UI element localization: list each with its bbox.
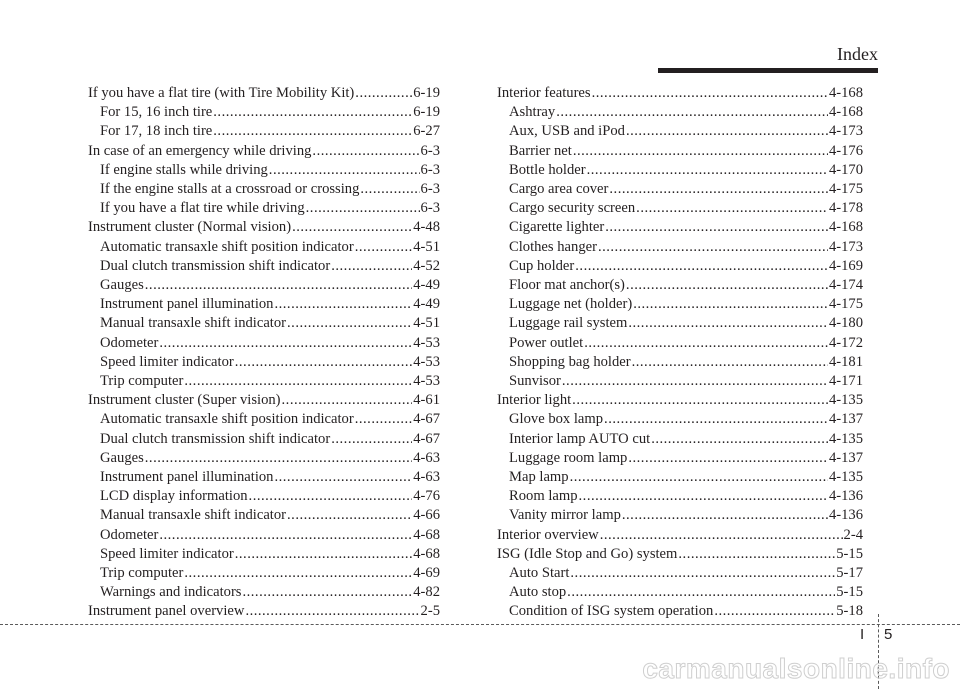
index-column-right — [497, 84, 863, 622]
dot-leader — [598, 238, 828, 257]
entry-text: Luggage net (holder) — [509, 296, 633, 313]
index-subentry — [88, 122, 440, 141]
entry-text: Trip computer — [100, 373, 184, 390]
entry-text: In case of an emergency while driving — [88, 142, 312, 159]
entry-text: Luggage rail system — [509, 315, 628, 332]
entry-page-ref: 4-135 — [828, 392, 863, 409]
dot-leader — [575, 257, 828, 276]
dot-leader — [592, 84, 828, 103]
entry-text: If you have a flat tire while driving — [100, 200, 305, 217]
index-subentry — [88, 545, 440, 564]
entry-text: Cup holder — [509, 257, 575, 274]
entry-page-ref: 4-170 — [828, 161, 863, 178]
entry-page-ref: 4-135 — [828, 469, 863, 486]
entry-text: LCD display information — [100, 488, 248, 505]
entry-text: Sunvisor — [509, 373, 561, 390]
entry-text: Power outlet — [509, 334, 584, 351]
entry-page-ref: 4-173 — [828, 123, 863, 140]
entry-text: Instrument cluster (Normal vision) — [88, 219, 292, 236]
entry-text: Interior features — [497, 85, 591, 101]
entry-text: Instrument panel illumination — [100, 296, 274, 313]
index-subentry — [497, 218, 863, 237]
entry-text: Room lamp — [509, 488, 578, 505]
dot-leader — [633, 295, 828, 314]
entry-page-ref: 4-181 — [828, 353, 863, 370]
dot-leader — [287, 314, 412, 333]
dot-leader — [235, 545, 412, 564]
entry-text: Cigarette lighter — [509, 219, 605, 236]
entry-text: Gauges — [100, 449, 144, 466]
dot-leader — [604, 410, 828, 429]
dot-leader — [355, 238, 413, 257]
dot-leader — [274, 468, 412, 487]
index-subentry — [88, 295, 440, 314]
entry-text: Speed limiter indicator — [100, 545, 234, 562]
entry-text: ISG (Idle Stop and Go) system — [497, 545, 678, 562]
watermark: carmanualsonline.info — [642, 653, 950, 684]
entry-page-ref: 4-180 — [828, 315, 863, 332]
entry-text: Aux, USB and iPod — [509, 123, 625, 140]
header-rule — [658, 68, 878, 73]
index-subentry — [88, 180, 440, 199]
entry-page-ref: 4-168 — [828, 219, 863, 236]
dot-leader — [184, 372, 412, 391]
entry-text: Clothes hanger — [509, 238, 597, 255]
entry-text: Speed limiter indicator — [100, 353, 234, 370]
entry-page-ref: 6-27 — [413, 123, 440, 140]
entry-page-ref: 5-18 — [836, 603, 863, 620]
entry-page-ref: 4-136 — [828, 488, 863, 505]
dot-leader — [306, 199, 420, 218]
dot-leader — [678, 545, 835, 564]
footer-dashed-rule — [0, 624, 960, 625]
index-subentry — [497, 142, 863, 161]
dot-leader — [145, 276, 412, 295]
entry-page-ref: 6-19 — [413, 85, 440, 101]
index-subentry — [88, 372, 440, 391]
index-subentry — [497, 314, 863, 333]
dot-leader — [605, 218, 828, 237]
index-subentry — [88, 468, 440, 487]
dot-leader — [609, 180, 828, 199]
entry-page-ref: 4-53 — [413, 334, 440, 351]
entry-text: Shopping bag holder — [509, 353, 631, 370]
index-subentry — [497, 199, 863, 218]
dot-leader — [567, 583, 835, 602]
entry-text: Vanity mirror lamp — [509, 507, 621, 524]
entry-text: Cargo security screen — [509, 200, 636, 217]
index-subentry — [497, 334, 863, 353]
dot-leader — [584, 334, 828, 353]
entry-page-ref: 4-63 — [413, 449, 440, 466]
index-entry — [88, 602, 440, 621]
index-subentry — [497, 103, 863, 122]
index-entry — [497, 526, 863, 545]
index-subentry — [497, 353, 863, 372]
entry-text: Warnings and indicators — [100, 584, 242, 601]
entry-text: Floor mat anchor(s) — [509, 277, 625, 294]
index-subentry — [88, 487, 440, 506]
entry-text: Automatic transaxle shift position indicator — [100, 411, 354, 428]
section-letter: I — [860, 626, 865, 643]
entry-text: If engine stalls while driving — [100, 161, 268, 178]
dot-leader — [570, 564, 835, 583]
entry-text: Dual clutch transmission shift indicator — [100, 430, 331, 447]
entry-text: Odometer — [100, 334, 159, 351]
dot-leader — [714, 602, 835, 621]
page-number: 5 — [884, 626, 893, 643]
entry-text: Auto stop — [509, 584, 567, 601]
dot-leader — [249, 487, 413, 506]
index-subentry — [88, 430, 440, 449]
dot-leader — [355, 410, 413, 429]
index-subentry — [497, 372, 863, 391]
entry-text: Condition of ISG system operation — [509, 603, 714, 620]
entry-text: Odometer — [100, 526, 159, 543]
entry-page-ref: 4-168 — [828, 104, 863, 121]
dot-leader — [184, 564, 412, 583]
entry-page-ref: 6-3 — [420, 200, 440, 217]
dot-leader — [269, 161, 420, 180]
index-column-left — [88, 84, 440, 622]
entry-page-ref: 4-137 — [828, 449, 863, 466]
entry-text: Automatic transaxle shift position indicator — [100, 238, 354, 255]
entry-page-ref: 4-69 — [413, 565, 440, 582]
entry-page-ref: 4-174 — [828, 277, 863, 294]
dot-leader — [213, 103, 412, 122]
dot-leader — [600, 526, 843, 545]
entry-page-ref: 5-17 — [836, 565, 863, 582]
entry-text: Gauges — [100, 277, 144, 294]
index-subentry — [497, 161, 863, 180]
index-subentry — [497, 257, 863, 276]
entry-page-ref: 4-52 — [413, 257, 440, 274]
index-subentry — [497, 276, 863, 295]
index-subentry — [88, 506, 440, 525]
entry-page-ref: 4-66 — [413, 507, 440, 524]
dot-leader — [245, 602, 419, 621]
entry-page-ref: 4-175 — [828, 181, 863, 198]
entry-text: Manual transaxle shift indicator — [100, 507, 287, 524]
index-subentry — [88, 161, 440, 180]
entry-page-ref: 4-172 — [828, 334, 863, 351]
index-subentry — [88, 199, 440, 218]
entry-page-ref: 4-171 — [828, 373, 863, 390]
index-subentry — [497, 506, 863, 525]
index-subentry — [497, 122, 863, 141]
index-subentry — [88, 449, 440, 468]
index-entry — [88, 84, 440, 103]
index-subentry — [497, 410, 863, 429]
dot-leader — [562, 372, 828, 391]
dot-leader — [632, 353, 828, 372]
entry-text: Ashtray — [509, 104, 556, 121]
entry-page-ref: 4-175 — [828, 296, 863, 313]
entry-page-ref: 5-15 — [836, 545, 863, 562]
dot-leader — [282, 391, 413, 410]
index-entry — [88, 391, 440, 410]
dot-leader — [355, 84, 412, 103]
dot-leader — [556, 103, 828, 122]
entry-page-ref: 4-137 — [828, 411, 863, 428]
index-subentry — [497, 449, 863, 468]
dot-leader — [242, 583, 412, 602]
dot-leader — [572, 391, 828, 410]
dot-leader — [235, 353, 412, 372]
index-subentry — [497, 468, 863, 487]
dot-leader — [622, 506, 828, 525]
entry-text: Manual transaxle shift indicator — [100, 315, 287, 332]
index-subentry — [88, 103, 440, 122]
index-subentry — [88, 526, 440, 545]
entry-text: Instrument panel illumination — [100, 469, 274, 486]
dot-leader — [274, 295, 412, 314]
entry-page-ref: 4-67 — [413, 411, 440, 428]
entry-page-ref: 4-49 — [413, 296, 440, 313]
index-subentry — [88, 276, 440, 295]
index-subentry — [497, 564, 863, 583]
entry-page-ref: 4-67 — [413, 430, 440, 447]
entry-page-ref: 5-15 — [836, 584, 863, 601]
dot-leader — [287, 506, 412, 525]
entry-page-ref: 4-178 — [828, 200, 863, 217]
dot-leader — [213, 122, 412, 141]
dot-leader — [636, 199, 828, 218]
index-subentry — [497, 583, 863, 602]
entry-page-ref: 4-169 — [828, 257, 863, 274]
index-entry — [497, 391, 863, 410]
dot-leader — [360, 180, 419, 199]
entry-page-ref: 4-63 — [413, 469, 440, 486]
index-subentry — [497, 180, 863, 199]
entry-text: Trip computer — [100, 565, 184, 582]
index-entry — [88, 218, 440, 237]
entry-page-ref: 6-3 — [420, 161, 440, 178]
entry-text: Auto Start — [509, 565, 570, 582]
entry-page-ref: 4-68 — [413, 526, 440, 543]
dot-leader — [570, 468, 828, 487]
entry-page-ref: 4-135 — [828, 430, 863, 447]
index-subentry — [88, 334, 440, 353]
entry-text: For 17, 18 inch tire — [100, 123, 213, 140]
index-subentry — [497, 295, 863, 314]
dot-leader — [579, 487, 828, 506]
dot-leader — [159, 526, 412, 545]
entry-page-ref: 4-61 — [413, 392, 440, 409]
dot-leader — [145, 449, 412, 468]
index-subentry — [88, 314, 440, 333]
dot-leader — [331, 257, 412, 276]
entry-text: Luggage room lamp — [509, 449, 628, 466]
dot-leader — [626, 276, 828, 295]
page-header-title: Index — [837, 44, 878, 64]
entry-page-ref: 4-136 — [828, 507, 863, 524]
entry-page-ref: 4-173 — [828, 238, 863, 255]
index-subentry — [88, 238, 440, 257]
entry-page-ref: 4-49 — [413, 277, 440, 294]
index-subentry — [497, 602, 863, 621]
index-subentry — [88, 257, 440, 276]
entry-page-ref: 4-176 — [828, 142, 863, 159]
entry-page-ref: 4-82 — [413, 584, 440, 601]
entry-text: Bottle holder — [509, 161, 586, 178]
entry-page-ref: 2-5 — [420, 603, 440, 620]
entry-page-ref: 4-76 — [413, 488, 440, 505]
index-subentry — [88, 410, 440, 429]
entry-text: Interior light — [497, 392, 572, 409]
entry-page-ref: 6-3 — [420, 181, 440, 198]
dot-leader — [628, 449, 828, 468]
entry-page-ref: 4-168 — [828, 85, 863, 101]
entry-text: Instrument panel overview — [88, 603, 245, 620]
index-subentry — [88, 583, 440, 602]
entry-page-ref: 2-4 — [843, 526, 863, 543]
dot-leader — [292, 218, 412, 237]
dot-leader — [651, 430, 828, 449]
entry-text: Cargo area cover — [509, 181, 609, 198]
index-subentry — [88, 353, 440, 372]
dot-leader — [159, 334, 412, 353]
entry-page-ref: 4-53 — [413, 373, 440, 390]
entry-page-ref: 4-51 — [413, 315, 440, 332]
dot-leader — [587, 161, 828, 180]
entry-page-ref: 4-48 — [413, 219, 440, 236]
entry-text: Map lamp — [509, 469, 569, 486]
entry-page-ref: 6-19 — [413, 104, 440, 121]
index-entry — [497, 545, 863, 564]
entry-text: Instrument cluster (Super vision) — [88, 392, 281, 409]
index-subentry — [497, 487, 863, 506]
dot-leader — [626, 122, 828, 141]
entry-text: For 15, 16 inch tire — [100, 104, 213, 121]
index-entry — [497, 84, 863, 103]
dot-leader — [628, 314, 828, 333]
entry-text: Barrier net — [509, 142, 572, 159]
dot-leader — [331, 430, 412, 449]
entry-text: Glove box lamp — [509, 411, 604, 428]
entry-page-ref: 4-53 — [413, 353, 440, 370]
index-entry — [88, 142, 440, 161]
entry-page-ref: 4-68 — [413, 545, 440, 562]
index-subentry — [497, 238, 863, 257]
entry-text: Dual clutch transmission shift indicator — [100, 257, 331, 274]
index-subentry — [497, 430, 863, 449]
dot-leader — [312, 142, 419, 161]
entry-page-ref: 4-51 — [413, 238, 440, 255]
entry-text: Interior overview — [497, 526, 599, 543]
entry-text: If you have a flat tire (with Tire Mobility Kit) — [88, 85, 355, 101]
entry-page-ref: 6-3 — [420, 142, 440, 159]
entry-text: Interior lamp AUTO cut — [509, 430, 651, 447]
index-subentry — [88, 564, 440, 583]
entry-text: If the engine stalls at a crossroad or crossing — [100, 181, 360, 198]
dot-leader — [573, 142, 828, 161]
